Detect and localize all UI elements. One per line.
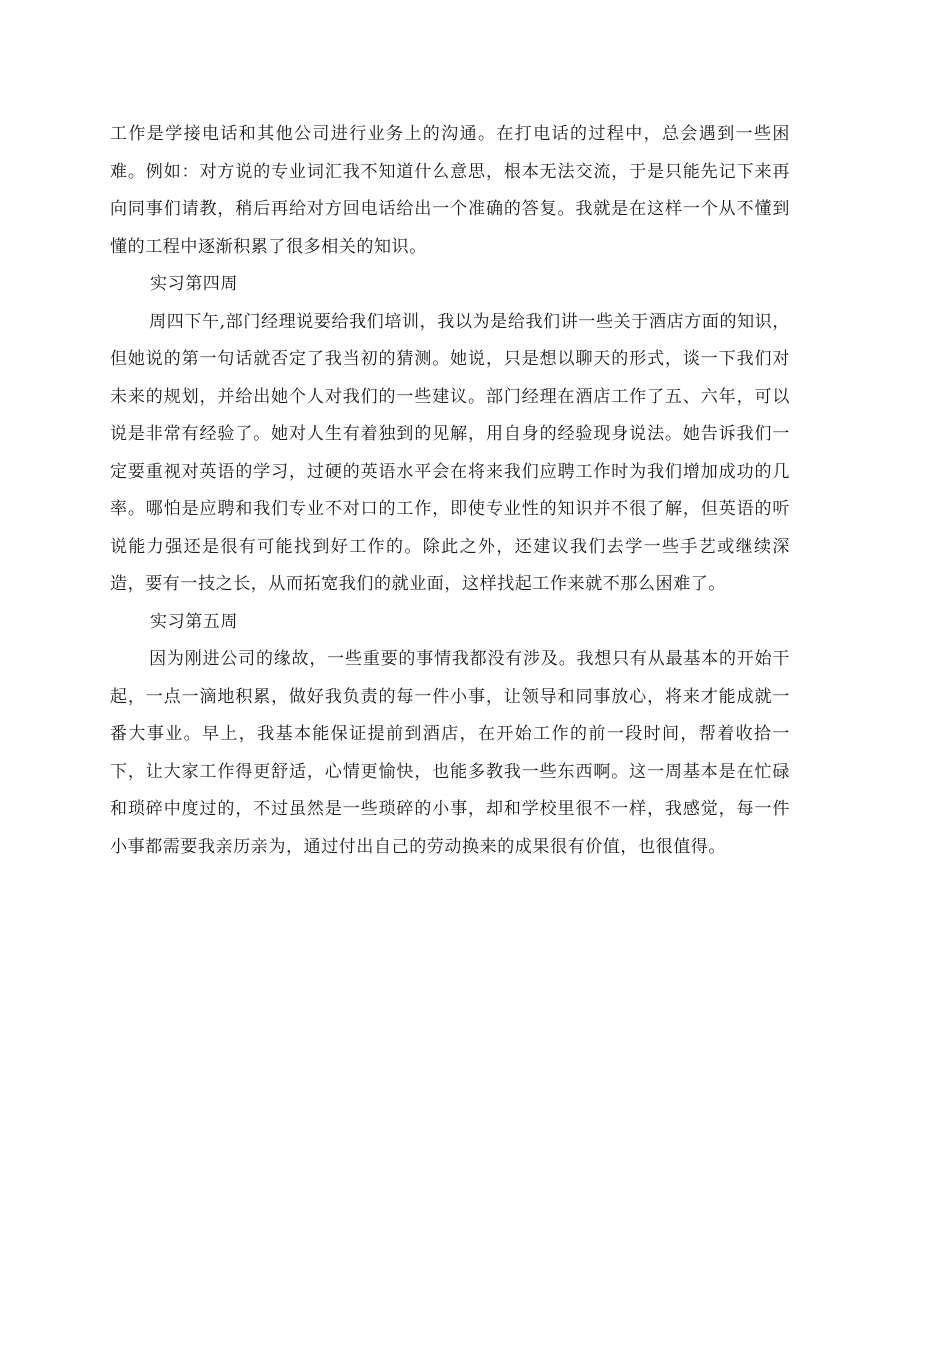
- paragraph-week-4: 周四下午,部门经理说要给我们培训，我以为是给我们讲一些关于酒店方面的知识，但她说的第一句话就否定了我当初的猜测。她说，只是想以聊天的形式，谈一下我们对未来的规划，并给出她个人对我们的一些建议。部门经理在酒店工作了五、六年，可以说是非常有经验了。她对人生有着独到的见解，用自身的经验现身说法。她告诉我们一定要重视对英语的学习，过硬的英语水平会在将来我们应聘工作时为我们增加成功的几率。哪怕是应聘和我们专业不对口的工作，即使专业性的知识并不很了解，但英语的听说能力强还是很有可能找到好工作的。除此之外，还建议我们去学一些手艺或继续深造，要有一技之长，从而拓宽我们的就业面，这样找起工作来就不那么困难了。: [110, 311, 790, 594]
- section-heading-week-4: 实习第四周: [150, 274, 238, 294]
- document-body: [110, 116, 790, 866]
- section-heading-week-5: 实习第五周: [150, 611, 238, 632]
- paragraph-week-5: 因为刚进公司的缘故，一些重要的事情我都没有涉及。我想只有从最基本的开始干起，一点一滴地积累，做好我负责的每一件小事，让领导和同事放心，将来才能成就一番大事业。早上，我基本能保证提前到酒店，在开始工作的前一段时间，帮着收拾一下，让大家工作得更舒适，心情更愉快，也能多教我一些东西啊。这一周基本是在忙碌和琐碎中度过的，不过虽然是一些琐碎的小事，却和学校里很不一样，我感觉，每一件小事都需要我亲历亲为，通过付出自己的劳动换来的成果很有价值，也很值得。: [110, 649, 790, 857]
- paragraph-continuation: 工作是学接电话和其他公司进行业务上的沟通。在打电话的过程中，总会遇到一些困难。例如：对方说的专业词汇我不知道什么意思，根本无法交流，于是只能先记下来再向同事们请教，稍后再给对方回电话给出一个准确的答复。我就是在这样一个从不懂到懂的工程中逐渐积累了很多相关的知识。: [110, 124, 790, 257]
